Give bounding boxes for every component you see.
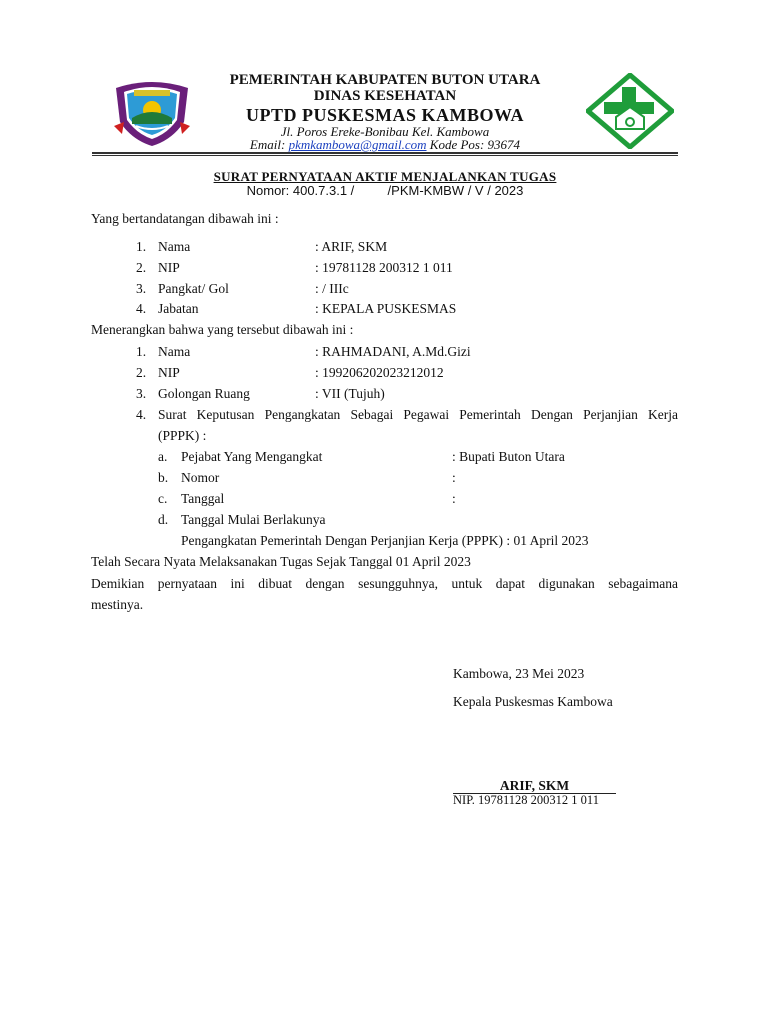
subject-value: : VII (Tujuh) xyxy=(315,386,385,401)
signer-value: : 19781128 200312 1 011 xyxy=(315,260,453,275)
letterhead-divider-bottom xyxy=(92,155,678,156)
signature-place-date: Kambowa, 23 Mei 2023 xyxy=(453,666,585,681)
sub-value: : Bupati Buton Utara xyxy=(452,449,565,464)
signature-name: ARIF, SKM xyxy=(499,778,570,793)
signer-value: : ARIF, SKM xyxy=(315,239,388,254)
document-title: SURAT PERNYATAAN AKTIF MENJALANKAN TUGAS xyxy=(213,169,557,184)
signature-nip: NIP. 19781128 200312 1 011 xyxy=(453,793,599,807)
sub-letter: c. xyxy=(158,491,168,506)
signer-label: Pangkat/ Gol xyxy=(158,281,229,296)
signer-value: : KEPALA PUSKESMAS xyxy=(315,301,457,316)
signer-num: 3. xyxy=(136,281,147,296)
subject-label: Nama xyxy=(158,344,191,359)
letterhead-divider-top xyxy=(92,152,678,154)
declares-text: Menerangkan bahwa yang tersebut dibawah ini : xyxy=(91,322,354,337)
item4-text-line1: Surat Keputusan Pengangkatan Sebagai Pegawai Pemerintah Dengan Perjanjian Kerja xyxy=(158,407,678,422)
sub-value: : xyxy=(452,491,456,506)
signer-num: 1. xyxy=(136,239,147,254)
item4-num: 4. xyxy=(136,407,147,422)
subject-value: : 199206202023212012 xyxy=(315,365,444,380)
sub-label: Tanggal xyxy=(181,491,225,506)
subject-label: NIP xyxy=(158,365,180,380)
signer-num: 4. xyxy=(136,301,147,316)
letterhead-government: PEMERINTAH KABUPATEN BUTON UTARA xyxy=(229,72,541,88)
signer-value: : / IIIc xyxy=(315,281,349,296)
postal-code: Kode Pos: 93674 xyxy=(429,137,521,152)
number-prefix: Nomor: 400.7.3.1 / xyxy=(246,183,355,198)
email-label: Email: xyxy=(249,137,286,152)
item4-continuation: Pengangkatan Pemerintah Dengan Perjanjian Kerja (PPPK) : 01 April 2023 xyxy=(181,533,589,548)
sub-letter: a. xyxy=(158,449,168,464)
subject-num: 1. xyxy=(136,344,147,359)
sub-letter: d. xyxy=(158,512,169,527)
statement-text: Telah Secara Nyata Melaksanakan Tugas Sejak Tanggal 01 April 2023 xyxy=(91,554,471,569)
letterhead-contact xyxy=(160,137,610,153)
item4-text-line2: (PPPK) : xyxy=(158,428,207,443)
sub-letter: b. xyxy=(158,470,169,485)
signer-label: Nama xyxy=(158,239,191,254)
document-number xyxy=(160,183,610,198)
closing-line2: mestinya. xyxy=(91,597,144,612)
sub-label: Nomor xyxy=(181,470,220,485)
subject-num: 3. xyxy=(136,386,147,401)
signer-label: NIP xyxy=(158,260,180,275)
subject-num: 2. xyxy=(136,365,147,380)
closing-line1: Demikian pernyataan ini dibuat dengan sesungguhnya, untuk dapat digunakan sebagaimana xyxy=(91,576,678,591)
email-link[interactable]: pkmkambowa@gmail.com xyxy=(288,137,427,152)
letterhead-unit: UPTD PUSKESMAS KAMBOWA xyxy=(245,105,525,125)
letterhead-address: Jl. Poros Ereke-Bonibau Kel. Kambowa xyxy=(280,124,490,139)
intro-text: Yang bertandatangan dibawah ini : xyxy=(91,211,279,226)
subject-value: : RAHMADANI, A.Md.Gizi xyxy=(315,344,471,359)
sub-value: : xyxy=(452,470,456,485)
signer-label: Jabatan xyxy=(158,301,199,316)
subject-label: Golongan Ruang xyxy=(158,386,250,401)
signer-num: 2. xyxy=(136,260,147,275)
sub-label: Pejabat Yang Mengangkat xyxy=(181,449,323,464)
signature-position: Kepala Puskesmas Kambowa xyxy=(453,694,613,709)
sub-label: Tanggal Mulai Berlakunya xyxy=(181,512,326,527)
number-suffix: /PKM-KMBW / V / 2023 xyxy=(387,183,524,198)
letterhead-department: DINAS KESEHATAN xyxy=(313,88,457,104)
